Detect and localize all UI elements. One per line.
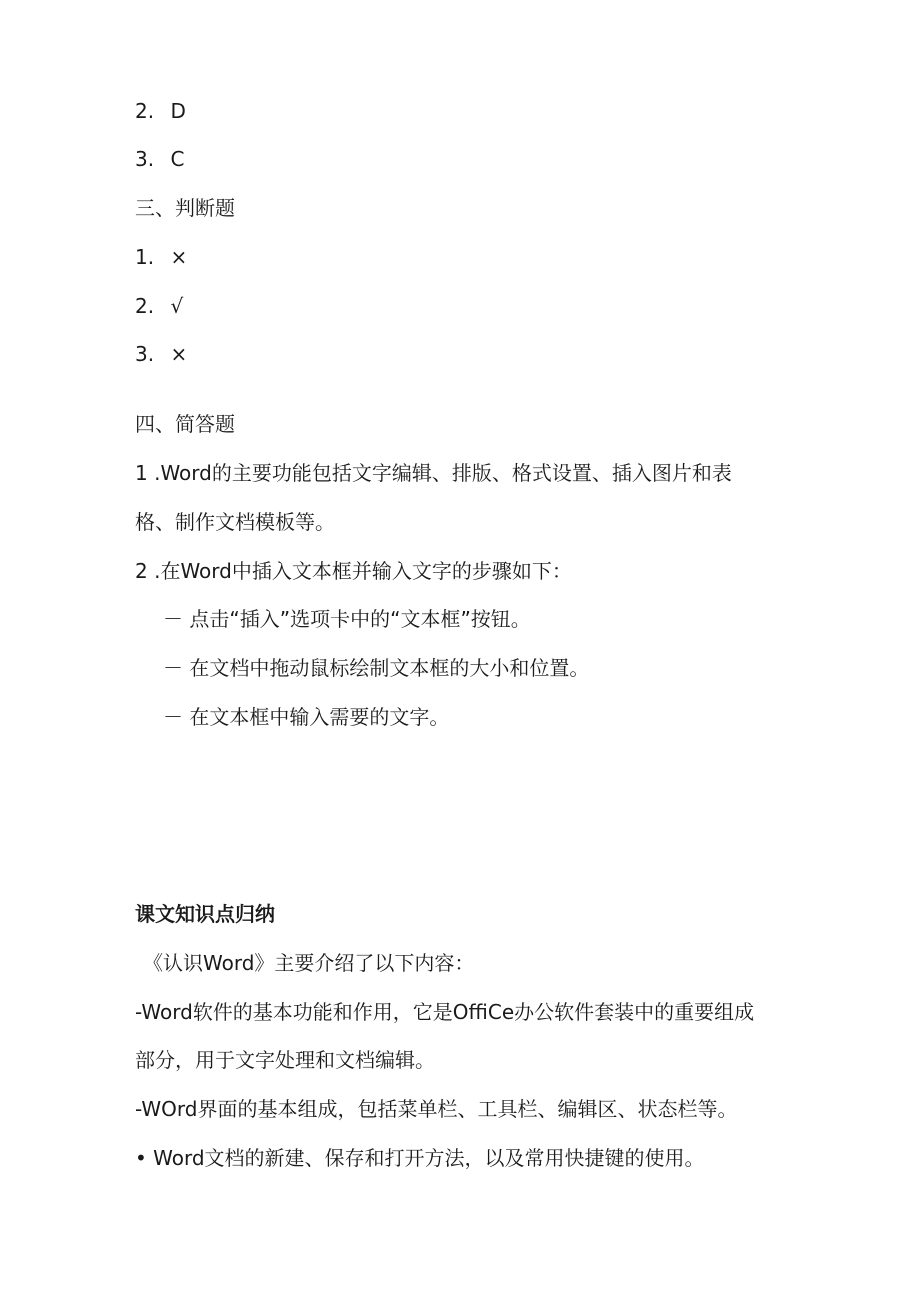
judgement-answer-2 — [135, 294, 183, 318]
section-title-judgement: 三、判断题 — [135, 196, 235, 220]
short-answer-2-step-3: － 在文本框中输入需要的文字。 — [163, 705, 450, 729]
short-answer-2-step-2: － 在文档中拖动鼠标绘制文本框的大小和位置。 — [163, 656, 590, 680]
answer-text: C — [170, 147, 185, 171]
answer-number: 1. — [135, 245, 155, 269]
answer-number: 3. — [135, 147, 155, 171]
short-answer-1-line-1: 1 .Word的主要功能包括文字编辑、排版、格式设置、插入图片和表 — [135, 461, 732, 485]
summary-intro: 《认识Word》主要介绍了以下内容： — [143, 951, 475, 975]
answer-text: √ — [170, 294, 184, 318]
summary-point-1-line-2: 部分，用于文字处理和文档编辑。 — [135, 1048, 435, 1072]
choice-answer-2 — [135, 99, 186, 123]
answer-number: 2. — [135, 99, 155, 123]
summary-point-2: -WOrd界面的基本组成，包括菜单栏、工具栏、编辑区、状态栏等。 — [135, 1097, 738, 1121]
judgement-answer-1 — [135, 245, 187, 269]
choice-answer-3 — [135, 147, 184, 171]
summary-point-3: • Word文档的新建、保存和打开方法，以及常用快捷键的使用。 — [135, 1146, 705, 1170]
short-answer-2-intro: 2 .在Word中插入文本框并输入文字的步骤如下： — [135, 559, 572, 583]
judgement-answer-3 — [135, 342, 187, 366]
section-title-short-answer: 四、简答题 — [135, 412, 235, 436]
answer-number: 2. — [135, 294, 155, 318]
short-answer-1-line-2: 格、制作文档模板等。 — [135, 510, 335, 534]
answer-text: × — [170, 342, 188, 366]
answer-text: D — [170, 99, 186, 123]
answer-number: 3. — [135, 342, 155, 366]
answer-text: × — [170, 245, 188, 269]
summary-title: 课文知识点归纳 — [135, 902, 275, 926]
summary-point-1-line-1: -Word软件的基本功能和作用，它是OffiCe办公软件套装中的重要组成 — [135, 1000, 755, 1024]
short-answer-2-step-1: － 点击“插入”选项卡中的“文本框”按钮。 — [163, 607, 531, 631]
